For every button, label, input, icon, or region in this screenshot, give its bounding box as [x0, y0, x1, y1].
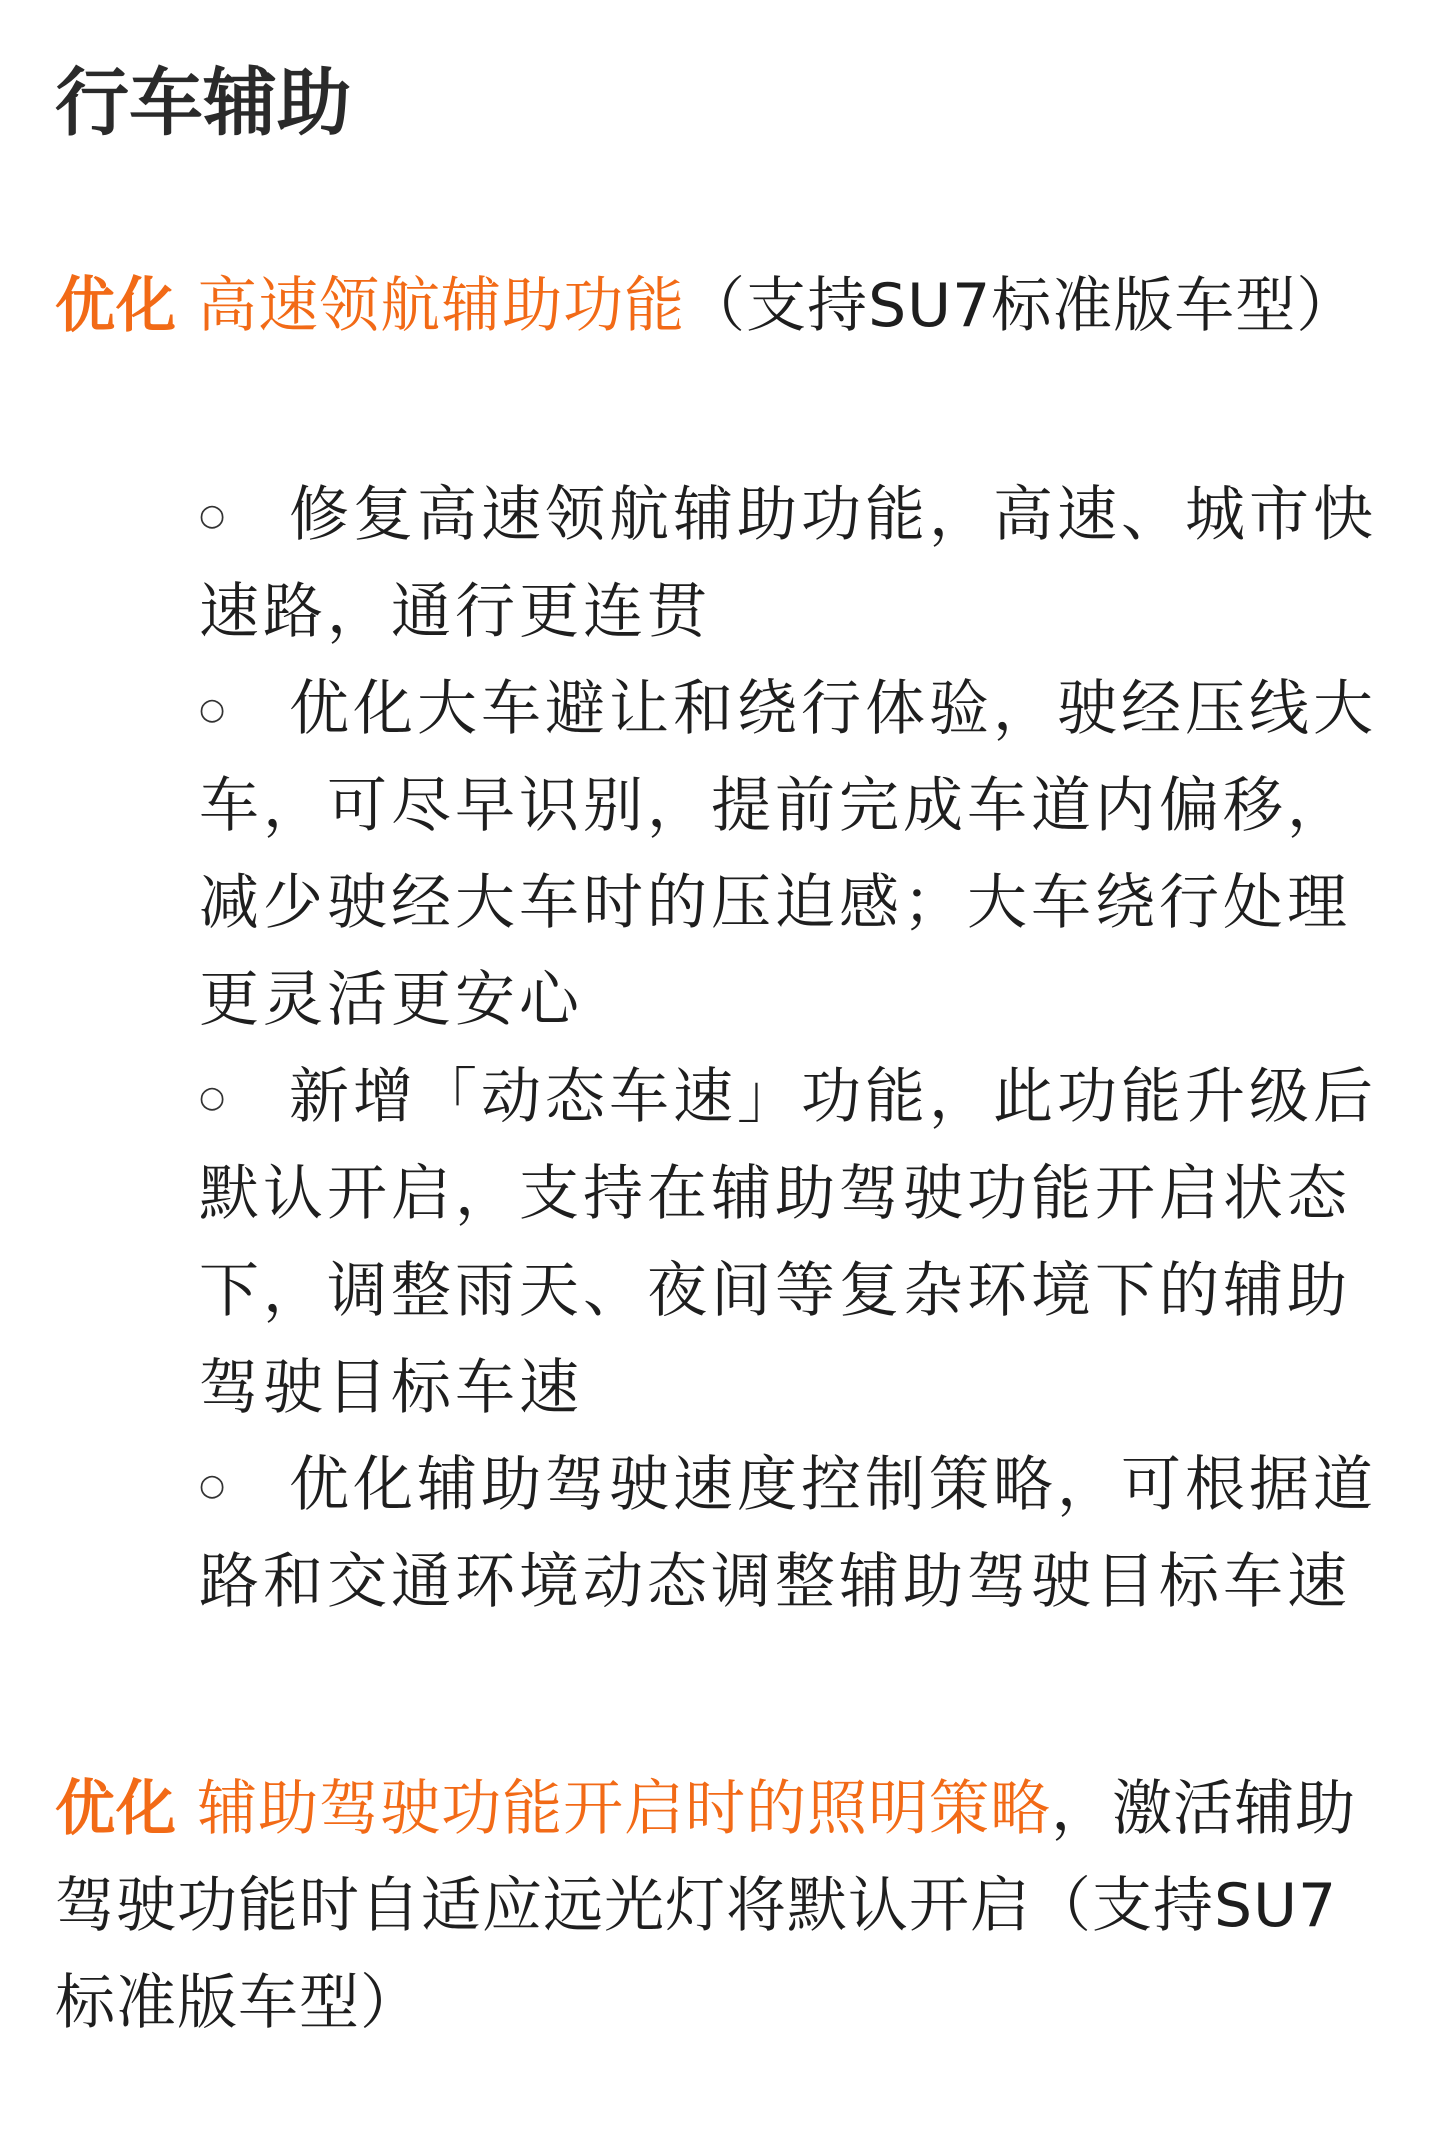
list-item-text: 优化大车避让和绕行体验，驶经压线大车，可尽早识别，提前完成车道内偏移，减少驶经大车时的压迫感；大车绕行处理更灵活更安心 [199, 674, 1377, 1035]
list-item [199, 1049, 1389, 1437]
bullet-circle-icon: ○ [199, 1080, 230, 1115]
list-item-text: 修复高速领航辅助功能，高速、城市快速路，通行更连贯 [199, 480, 1377, 647]
list-item [199, 467, 1389, 661]
feature-name: 辅助驾驶功能开启时的照明策略 [197, 1774, 1052, 1844]
feature-name: 高速领航辅助功能 [197, 271, 686, 341]
model-note: （支持SU7标准版车型） [685, 271, 1358, 341]
optimize-tag: 优化 [55, 271, 177, 341]
entry-lighting-strategy [55, 1761, 1385, 2052]
entry-highway-assist [55, 258, 1385, 355]
highway-assist-bullet-list [55, 467, 1389, 1631]
entry-description: ，激活辅助驾驶功能时自适应远光灯将默认开启（支持SU7标准版车型） [55, 1774, 1357, 2038]
optimize-tag: 优化 [55, 1774, 177, 1844]
bullet-circle-icon: ○ [199, 692, 230, 727]
list-item-text: 新增「动态车速」功能，此功能升级后默认开启，支持在辅助驾驶功能开启状态下，调整雨天、夜间等复杂环境下的辅助驾驶目标车速 [199, 1062, 1377, 1423]
list-item-text: 优化辅助驾驶速度控制策略，可根据道路和交通环境动态调整辅助驾驶目标车速 [199, 1450, 1377, 1617]
list-item [199, 1437, 1389, 1631]
bullet-circle-icon: ○ [199, 1468, 230, 1503]
list-item [199, 661, 1389, 1049]
section-title: 行车辅助 [55, 60, 351, 146]
bullet-circle-icon: ○ [199, 498, 230, 533]
